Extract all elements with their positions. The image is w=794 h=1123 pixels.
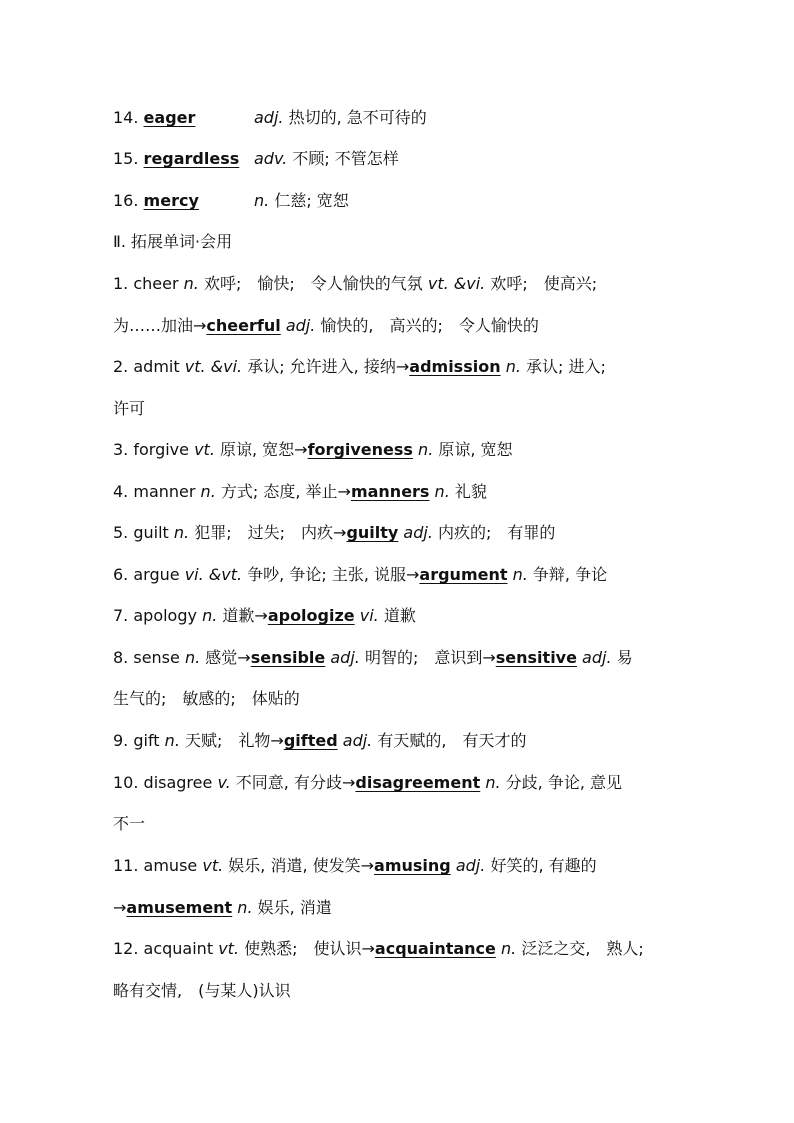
derived-word: amusement: [126, 898, 233, 917]
derived-word: gifted: [283, 731, 338, 750]
part-of-speech: adj.: [403, 523, 433, 542]
meaning: 使熟悉; 使认识→: [244, 939, 375, 958]
meaning: 为……加油→: [113, 316, 207, 335]
headword: 6. argue: [113, 565, 180, 584]
derived-word: admission: [409, 357, 501, 376]
headword: 11. amuse: [113, 856, 198, 875]
meaning: 道歉→: [222, 606, 268, 625]
part-of-speech: vt.: [218, 939, 240, 958]
derived-word: acquaintance: [374, 939, 496, 958]
derived-word: amusing: [374, 856, 451, 875]
part-of-speech: adj.: [582, 648, 612, 667]
part-of-speech: vi.: [359, 606, 379, 625]
headword: 8. sense: [113, 648, 180, 667]
meaning: 原谅, 宽恕: [438, 440, 513, 459]
part-of-speech: adj.: [330, 648, 360, 667]
part-of-speech: n.: [164, 731, 180, 750]
meaning: 礼貌: [454, 482, 487, 501]
entry-line: [113, 855, 597, 877]
vocab-word: mercy: [143, 191, 199, 210]
meaning: 争辩, 争论: [532, 565, 608, 584]
meaning: 天赋; 礼物→: [185, 731, 284, 750]
part-of-speech: n.: [500, 939, 517, 958]
meaning: 方式; 态度, 举止→: [220, 482, 351, 501]
entry-line: [113, 315, 539, 337]
part-of-speech: adv.: [254, 149, 288, 168]
derived-word: guilty: [346, 523, 399, 542]
meaning: 内疚的; 有罪的: [438, 523, 556, 542]
part-of-speech: n.: [173, 523, 190, 542]
entry-line: [113, 273, 597, 295]
headword: 5. guilt: [113, 523, 169, 542]
section-heading: Ⅱ. 拓展单词·会用: [113, 232, 233, 251]
entry-line: [113, 647, 633, 669]
meaning: 欢呼; 愉快; 令人愉快的气氛: [203, 274, 423, 293]
part-of-speech: adj.: [455, 856, 486, 875]
derived-word: forgiveness: [307, 440, 413, 459]
meaning: 犯罪; 过失; 内疚→: [194, 523, 347, 542]
part-of-speech: n.: [202, 606, 218, 625]
meaning: 有天赋的, 有天才的: [377, 731, 527, 750]
part-of-speech: n.: [505, 357, 521, 376]
entry-line: [113, 938, 644, 960]
meaning: 热切的, 急不可待的: [288, 108, 427, 127]
arrow: →: [113, 898, 127, 917]
part-of-speech: n.: [434, 482, 450, 501]
derived-word: argument: [419, 565, 508, 584]
vocab-row: [113, 107, 427, 129]
entry-line: [113, 772, 622, 794]
entry-line: [113, 897, 332, 919]
meaning: 争吵, 争论; 主张, 说服→: [247, 565, 420, 584]
derived-word: apologize: [267, 606, 355, 625]
headword: 7. apology: [113, 606, 197, 625]
item-number: 14.: [113, 108, 139, 127]
vocab-definition: [254, 190, 349, 212]
meaning: 娱乐, 消遣: [257, 898, 332, 917]
meaning: 不同意, 有分歧→: [235, 773, 356, 792]
part-of-speech: adj.: [342, 731, 373, 750]
headword: 10. disagree: [113, 773, 213, 792]
entry-line: 不一: [113, 814, 146, 833]
vocab-row: [113, 148, 399, 170]
part-of-speech: n.: [237, 898, 253, 917]
entry-line: 生气的; 敏感的; 体贴的: [113, 689, 300, 708]
headword: 9. gift: [113, 731, 160, 750]
headword: 3. forgive: [113, 440, 189, 459]
entry-line: [113, 522, 555, 544]
derived-word: disagreement: [355, 773, 481, 792]
part-of-speech: vt.: [194, 440, 215, 459]
meaning: 仁慈; 宽恕: [274, 191, 349, 210]
headword: 12. acquaint: [113, 939, 214, 958]
meaning: 愉快的, 高兴的; 令人愉快的: [320, 316, 539, 335]
meaning: 好笑的, 有趣的: [490, 856, 597, 875]
part-of-speech: n.: [418, 440, 434, 459]
part-of-speech: n.: [183, 274, 199, 293]
part-of-speech: n.: [200, 482, 216, 501]
meaning: 原谅, 宽恕→: [220, 440, 308, 459]
headword: 1. cheer: [113, 274, 179, 293]
meaning: 娱乐, 消遣, 使发笑→: [228, 856, 375, 875]
entry-line: [113, 481, 487, 503]
meaning: 泛泛之交, 熟人;: [521, 939, 644, 958]
entry-line: 略有交情, (与某人)认识: [113, 981, 291, 1000]
headword: 4. manner: [113, 482, 196, 501]
part-of-speech: adj.: [254, 108, 284, 127]
meaning: 承认; 允许进入, 接纳→: [247, 357, 410, 376]
part-of-speech: n.: [485, 773, 501, 792]
part-of-speech: vt. &vi.: [427, 274, 486, 293]
entry-line: 许可: [113, 399, 146, 418]
vocab-word: eager: [143, 108, 196, 127]
entry-line: [113, 730, 526, 752]
meaning: 欢呼; 使高兴;: [490, 274, 598, 293]
vocab-word: regardless: [143, 149, 240, 168]
part-of-speech: n.: [512, 565, 528, 584]
part-of-speech: vt.: [202, 856, 224, 875]
entry-line: [113, 564, 607, 586]
vocab-definition: [254, 107, 427, 129]
part-of-speech: n.: [184, 648, 201, 667]
derived-word: manners: [350, 482, 430, 501]
meaning: 不顾; 不管怎样: [292, 149, 399, 168]
meaning: 易: [616, 648, 633, 667]
meaning: 分歧, 争论, 意见: [505, 773, 623, 792]
part-of-speech: vi. &vt.: [184, 565, 243, 584]
meaning: 承认; 进入;: [526, 357, 606, 376]
meaning: 明智的; 意识到→: [364, 648, 496, 667]
vocab-row: [113, 190, 349, 212]
derived-word: cheerful: [206, 316, 281, 335]
entry-line: [113, 439, 513, 461]
part-of-speech: v.: [217, 773, 231, 792]
part-of-speech: n.: [254, 191, 270, 210]
part-of-speech: vt. &vi.: [184, 357, 243, 376]
meaning: 道歉: [383, 606, 416, 625]
derived-word: sensible: [250, 648, 326, 667]
item-number: 15.: [113, 149, 139, 168]
entry-line: [113, 356, 606, 378]
derived-word: sensitive: [495, 648, 577, 667]
item-number: 16.: [113, 191, 139, 210]
meaning: 感觉→: [205, 648, 251, 667]
headword: 2. admit: [113, 357, 180, 376]
entry-line: [113, 605, 416, 627]
vocab-definition: [254, 148, 399, 170]
part-of-speech: adj.: [285, 316, 316, 335]
